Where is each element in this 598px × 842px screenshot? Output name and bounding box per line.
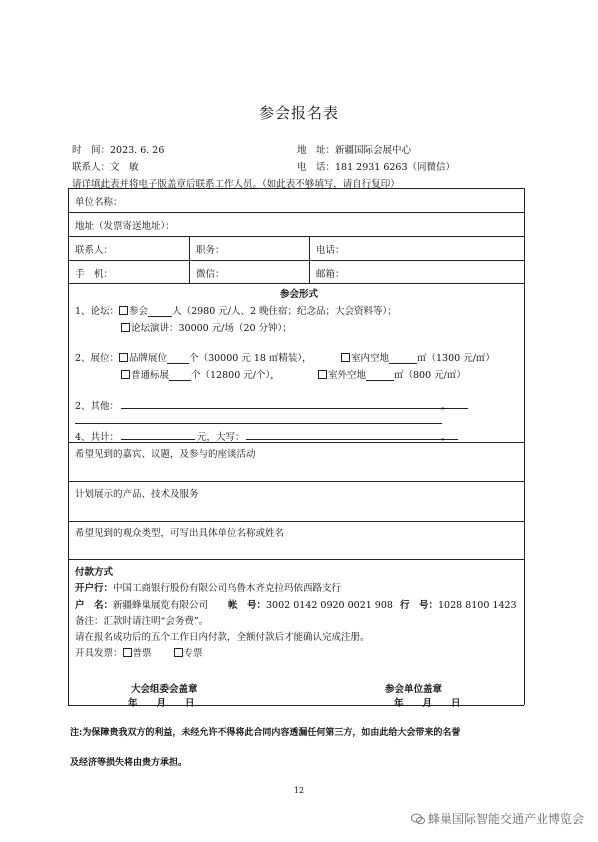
total-end: 。 [441,432,451,443]
payment-heading: 付款方式 [75,567,114,578]
meeting-address: 地 址：新疆国际会展中心 [297,145,412,156]
tel-field[interactable]: 电话： [316,245,345,256]
booth-indoor-label: 室内空地 [351,353,390,364]
total-unit: 元，大写： [197,432,245,443]
account-no-row [228,597,393,611]
page-number: 12 [293,786,305,795]
booth-indoor [341,350,495,364]
watermark [411,810,584,827]
products-section[interactable]: 计划展示的产品、技术及服务 [75,489,199,500]
meeting-time: 时 间：2023. 6. 26 [72,145,165,156]
invoice-row [75,645,203,659]
footnote-line-1: 注:为保障贵我双方的利益，未经允许不得将此合同内容透漏任何第三方，如由此给大会带来的名誉 [70,728,461,738]
organizer-date: 年 月 日 [128,698,195,709]
forum-attend-desc: 人（2980 元/人、2 晚住宿；纪念品；大会资料等）； [172,306,397,317]
invoice-address-field[interactable]: 地址（发票寄送地址）： [75,221,175,232]
booth-indoor-desc: ㎡（1300 元/㎡） [417,353,495,364]
booth-indoor-checkbox[interactable] [341,353,350,362]
email-field[interactable]: 邮箱： [316,269,345,280]
other-end: 。 [441,401,451,412]
account-name-label: 户 名： [75,600,114,611]
participation-heading: 参会形式 [279,289,318,300]
total-words-blank[interactable] [246,439,458,440]
bank-name: 中国工商银行股份有限公司乌鲁木齐克拉玛依西路支行 [113,583,342,594]
invoice-normal-checkbox[interactable] [123,648,132,657]
page-title: 参会报名表 [258,104,339,122]
booth-std-count-blank[interactable] [169,370,191,381]
guests-section[interactable]: 希望见到的嘉宾、议题，及参与的座谈活动 [75,449,256,460]
payment-note: 请在报名成功后的五个工作日内付款，全额付款后才能确认完成注册。 [75,632,370,643]
position-field[interactable]: 职务： [196,245,225,256]
invoice-normal-label: 普票 [132,648,152,659]
total-amount-blank[interactable] [121,439,195,440]
other-blank-2[interactable] [75,423,442,424]
booth-brand-count-blank[interactable] [167,353,189,364]
forum-speech-label: 论坛演讲：30000 元/场（20 分钟）； [131,323,292,334]
account-no-label: 帐 号： [228,600,267,611]
instruction-text: 请详填此表并将电子版盖章后联系工作人员。（如此表不够填写，请自行复印） [72,179,400,190]
forum-attend-label: 参会 [129,306,149,317]
bank-row [75,580,341,594]
forum-row-2 [121,320,292,334]
wechat-field[interactable]: 微信： [196,269,225,280]
invoice-special-label: 专票 [183,648,203,659]
invoice-label: 开具发票： [75,648,123,659]
watermark-text: 蜂巢国际智能交通产业博览会 [427,812,584,826]
booth-outdoor-label: 室外空地 [328,370,367,381]
booth-outdoor-desc: ㎡（800 元/㎡） [394,370,466,381]
wechat-icon [411,813,425,825]
booth-label: 2、展位： [75,353,120,364]
booth-std-label: 普通标展 [131,370,170,381]
contact-phone: 电 话：181 2931 6263（同微信） [297,162,456,173]
participant-stamp-label: 参会单位盖章 [385,684,443,695]
mobile-field[interactable]: 手 机： [75,269,114,280]
booth-row-2 [121,367,280,381]
payment-remark: 备注：汇款时请注明“会务费”。 [75,616,209,627]
booth-brand-checkbox[interactable] [119,353,128,362]
booth-brand-label: 品牌展位 [129,353,168,364]
bank-code-label: 行 号： [400,600,439,611]
organizer-stamp-label: 大会组委会盖章 [131,684,198,695]
booth-outdoor [318,367,466,381]
bank-code-row [400,597,517,611]
forum-label: 1、论坛： [75,306,120,317]
account-name: 新疆蜂巢展览有限公司 [113,600,209,611]
forum-attend-checkbox[interactable] [119,306,128,315]
forum-attend-count-blank[interactable] [148,306,172,317]
invoice-special-checkbox[interactable] [174,648,183,657]
other-label: 2、其他： [75,401,120,412]
booth-std-desc: 个（12800 元/个）， [191,370,280,381]
footnote-line-2: 及经济等损失将由贵方承担。 [70,758,188,768]
forum-row-1 [75,303,397,317]
forum-speech-checkbox[interactable] [121,323,130,332]
bank-code: 1028 8100 1423 [438,600,517,611]
booth-outdoor-checkbox[interactable] [318,370,327,379]
account-no: 3002 0142 0920 0021 908 [266,600,393,611]
participant-date: 年 月 日 [394,698,461,709]
booth-outdoor-area-blank[interactable] [366,370,394,381]
booth-std-checkbox[interactable] [121,370,130,379]
contact-field[interactable]: 联系人： [75,245,114,256]
total-label: 4、共计： [75,432,120,443]
other-blank[interactable] [121,408,468,409]
contact-person: 联系人：文 敏 [72,162,139,173]
unit-name-field[interactable]: 单位名称： [75,197,123,208]
audience-section[interactable]: 希望见到的观众类型，可写出具体单位名称或姓名 [75,528,285,539]
booth-row-1 [75,350,312,364]
booth-brand-desc: 个（30000 元 18 ㎡精装）， [189,353,312,364]
bank-label: 开户行： [75,583,114,594]
booth-indoor-area-blank[interactable] [389,353,417,364]
account-row [75,597,208,611]
